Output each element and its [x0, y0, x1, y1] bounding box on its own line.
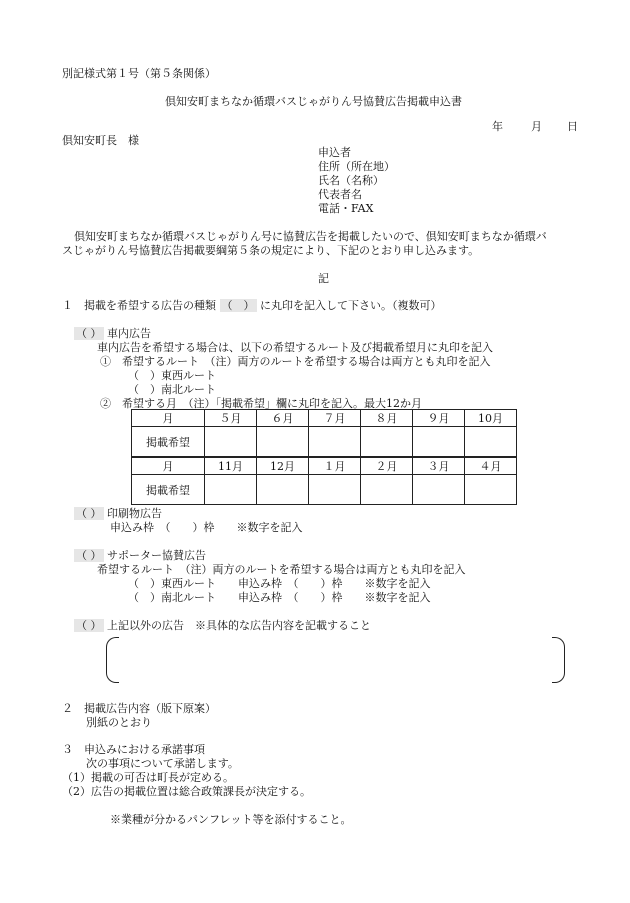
wish-cell[interactable]: [309, 427, 361, 458]
other-ad-box-right-bracket: [552, 637, 565, 683]
section2-body: 別紙のとおり: [86, 716, 152, 729]
print-ad-detail: 申込み枠 （ ）枠 ※数字を記入: [110, 521, 303, 534]
section1-heading-pre: １ 掲載を希望する広告の種類: [62, 299, 216, 312]
month-cell: ９月: [413, 410, 465, 427]
applicant-name: 氏名（名称）: [318, 174, 384, 187]
supporter-ad-east: （ ）東西ルート 申込み枠 （ ）枠 ※数字を記入: [128, 577, 431, 590]
wish-cell[interactable]: [361, 475, 413, 505]
form-title: 倶知安町まちなか循環バスじゃがりん号協賛広告掲載申込書: [165, 95, 462, 108]
section2-heading: ２ 掲載広告内容（版下原案）: [62, 702, 216, 715]
month-cell: ４月: [465, 457, 517, 475]
inside-ad-month-label: ② 希望する月 （注）「掲載希望」欄に丸印を記入。最大12か月: [100, 397, 422, 410]
month-cell: ６月: [257, 410, 309, 427]
print-ad-title-text: 印刷物広告: [107, 507, 162, 520]
wish-cell[interactable]: [257, 475, 309, 505]
other-ad-title-text: 上記以外の広告 ※具体的な広告内容を記載すること: [107, 619, 371, 632]
inside-ad-route-east: （ ）東西ルート: [128, 369, 216, 382]
supporter-ad-paren: （ ）: [76, 549, 102, 562]
print-ad-title: [74, 507, 162, 521]
ki-heading: 記: [318, 272, 329, 285]
wish-cell[interactable]: [309, 475, 361, 505]
inside-ad-route-south: （ ）南北ルート: [128, 383, 216, 396]
section3-item-2: （2）広告の掲載位置は総合政策課長が決定する。: [62, 785, 311, 798]
addressee: 倶知安町長 様: [62, 134, 139, 147]
month-cell: 10月: [465, 410, 517, 427]
form-number: 別記様式第１号（第５条関係）: [62, 67, 216, 80]
month-cell: １月: [309, 457, 361, 475]
month-header-label: 月: [132, 410, 205, 427]
other-ad-content-field[interactable]: [120, 640, 550, 678]
inside-ad-paren: （ ）: [76, 327, 102, 340]
month-cell: ３月: [413, 457, 465, 475]
date-year: 年: [492, 120, 503, 133]
applicant-heading: 申込者: [318, 146, 351, 159]
month-header-label: 月: [132, 457, 205, 475]
applicant-phone: 電話・FAX: [318, 202, 374, 215]
month-cell: 11月: [205, 457, 257, 475]
supporter-ad-south: （ ）南北ルート 申込み枠 （ ）枠 ※数字を記入: [128, 591, 431, 604]
wish-cell[interactable]: [413, 475, 465, 505]
wish-cell[interactable]: [257, 427, 309, 458]
wish-cell[interactable]: [465, 427, 517, 458]
other-ad-title: [74, 619, 371, 633]
inside-ad-title-text: 車内広告: [107, 327, 151, 340]
inside-ad-title: [74, 327, 151, 341]
date-day: 日: [567, 120, 578, 133]
section3-body: 次の事項について承諾します。: [86, 757, 239, 770]
wish-label: 掲載希望: [132, 427, 205, 458]
supporter-ad-route-label: 希望するルート （注）両方のルートを希望する場合は両方とも丸印を記入: [97, 563, 466, 576]
supporter-ad-title: [74, 549, 206, 563]
wish-cell[interactable]: [413, 427, 465, 458]
intro-line-2: スじゃがりん号協賛広告掲載要綱第５条の規定により、下記のとおり申し込みます。: [62, 244, 480, 257]
wish-cell[interactable]: [205, 475, 257, 505]
attachment-note: ※業種が分かるパンフレット等を添付すること。: [110, 813, 352, 826]
section3-heading: ３ 申込みにおける承諾事項: [62, 743, 205, 756]
month-cell: ２月: [361, 457, 413, 475]
supporter-ad-title-text: サポーター協賛広告: [107, 549, 206, 562]
print-ad-paren: （ ）: [76, 507, 102, 520]
applicant-address: 住所（所在地）: [318, 160, 395, 173]
month-cell: ８月: [361, 410, 413, 427]
wish-label: 掲載希望: [132, 475, 205, 505]
date-month: 月: [531, 120, 542, 133]
other-ad-box-left-bracket: [106, 637, 119, 683]
wish-cell[interactable]: [465, 475, 517, 505]
intro-line-1: 倶知安町まちなか循環バスじゃがりん号に協賛広告を掲載したいので、倶知安町まちなか循環バ: [74, 230, 547, 243]
other-ad-paren: （ ）: [76, 619, 102, 632]
section1-paren: （ ）: [221, 299, 255, 312]
inside-ad-desc: 車内広告を希望する場合は、以下の希望するルート及び掲載希望月に丸印を記入: [97, 341, 493, 354]
wish-cell[interactable]: [361, 427, 413, 458]
month-table: [131, 409, 517, 505]
section1-heading: [62, 299, 442, 313]
applicant-representative: 代表者名: [318, 188, 362, 201]
section3-item-1: （1）掲載の可否は町長が定める。: [62, 771, 234, 784]
inside-ad-route-label: ① 希望するルート （注）両方のルートを希望する場合は両方とも丸印を記入: [100, 355, 491, 368]
month-cell: ７月: [309, 410, 361, 427]
wish-cell[interactable]: [205, 427, 257, 458]
section1-heading-post: に丸印を記入して下さい。（複数可）: [260, 299, 442, 312]
month-cell: ５月: [205, 410, 257, 427]
month-cell: 12月: [257, 457, 309, 475]
